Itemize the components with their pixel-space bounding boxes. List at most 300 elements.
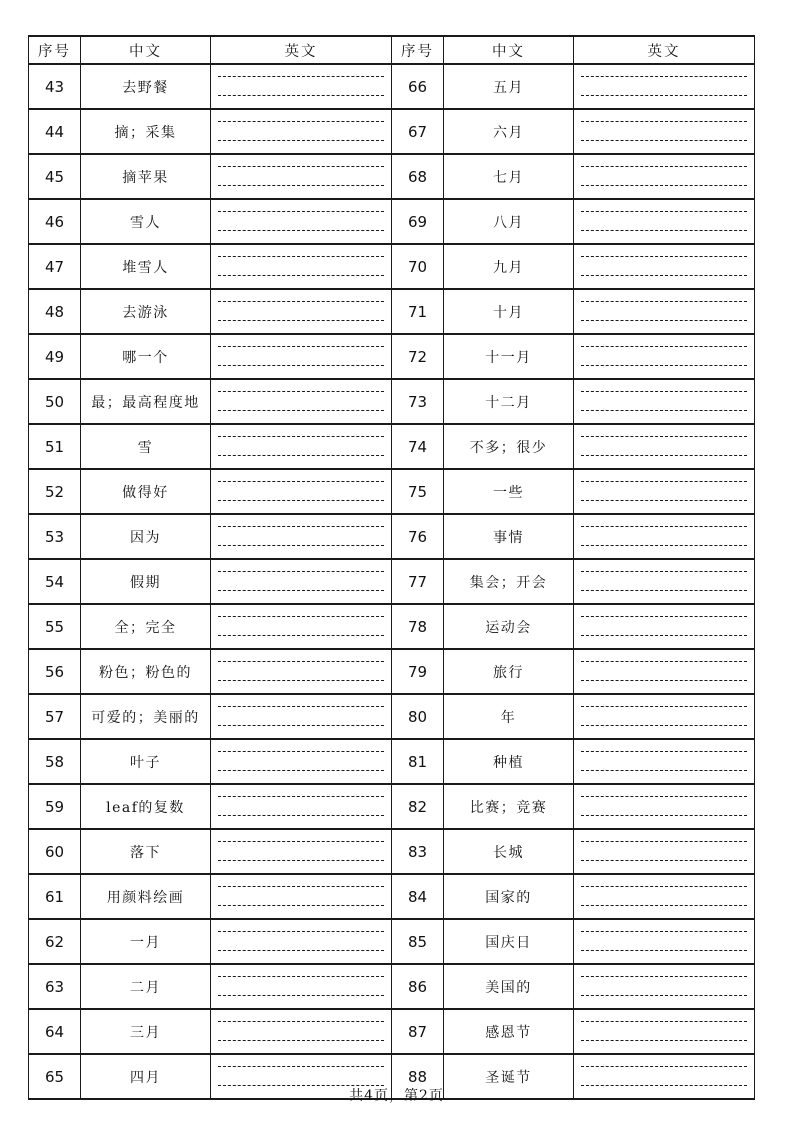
cell-english-answer[interactable] (211, 379, 392, 424)
table-row (29, 919, 755, 964)
writing-rule-bottom (581, 95, 747, 96)
cell-english-answer[interactable] (211, 154, 392, 199)
cell-chinese: 六月 (444, 109, 574, 154)
table-row (29, 829, 755, 874)
writing-rule-top (218, 166, 384, 167)
cell-number: 64 (29, 1009, 81, 1054)
writing-rule-bottom (581, 545, 747, 546)
writing-rule-top (581, 1021, 747, 1022)
cell-chinese: 四月 (81, 1054, 211, 1099)
cell-number: 61 (29, 874, 81, 919)
cell-chinese: 比赛；竞赛 (444, 784, 574, 829)
cell-chinese: 种植 (444, 739, 574, 784)
cell-english-answer[interactable] (574, 1009, 755, 1054)
cell-chinese: 一月 (81, 919, 211, 964)
header-row (29, 36, 755, 64)
table-row (29, 874, 755, 919)
cell-chinese: 假期 (81, 559, 211, 604)
writing-rule-top (581, 706, 747, 707)
writing-rule-top (218, 256, 384, 257)
cell-chinese: 十二月 (444, 379, 574, 424)
table-row (29, 334, 755, 379)
writing-rule-top (581, 1066, 747, 1067)
table-row (29, 379, 755, 424)
writing-rule-top (581, 841, 747, 842)
cell-english-answer[interactable] (211, 784, 392, 829)
cell-english-answer[interactable] (574, 694, 755, 739)
column-header-chinese-right: 中文 (444, 36, 574, 64)
writing-rule-bottom (218, 1040, 384, 1041)
cell-number: 79 (392, 649, 444, 694)
writing-rule-bottom (581, 680, 747, 681)
writing-guide-lines (218, 785, 384, 828)
cell-chinese: 美国的 (444, 964, 574, 1009)
cell-english-answer[interactable] (574, 244, 755, 289)
cell-chinese: 全；完全 (81, 604, 211, 649)
cell-english-answer[interactable] (211, 559, 392, 604)
cell-english-answer[interactable] (211, 334, 392, 379)
cell-number: 49 (29, 334, 81, 379)
writing-rule-bottom (218, 455, 384, 456)
writing-rule-bottom (218, 230, 384, 231)
cell-english-answer[interactable] (574, 64, 755, 109)
column-header-number-right: 序号 (392, 36, 444, 64)
cell-chinese: 十月 (444, 289, 574, 334)
writing-rule-bottom (218, 185, 384, 186)
cell-english-answer[interactable] (574, 739, 755, 784)
cell-english-answer[interactable] (574, 154, 755, 199)
cell-number: 70 (392, 244, 444, 289)
column-header-english-right: 英文 (574, 36, 755, 64)
writing-rule-bottom (581, 185, 747, 186)
cell-english-answer[interactable] (211, 694, 392, 739)
cell-number: 63 (29, 964, 81, 1009)
writing-rule-top (218, 76, 384, 77)
cell-number: 72 (392, 334, 444, 379)
writing-guide-lines (218, 965, 384, 1008)
cell-number: 60 (29, 829, 81, 874)
writing-rule-bottom (218, 635, 384, 636)
cell-number: 87 (392, 1009, 444, 1054)
table-row (29, 964, 755, 1009)
writing-rule-top (581, 571, 747, 572)
table-row (29, 649, 755, 694)
cell-number: 58 (29, 739, 81, 784)
table-body (29, 64, 755, 1099)
cell-chinese: 年 (444, 694, 574, 739)
writing-guide-lines (218, 425, 384, 468)
table-row (29, 289, 755, 334)
cell-chinese: 二月 (81, 964, 211, 1009)
writing-rule-top (218, 616, 384, 617)
writing-rule-top (581, 211, 747, 212)
cell-chinese: 感恩节 (444, 1009, 574, 1054)
cell-number: 62 (29, 919, 81, 964)
cell-english-answer[interactable] (574, 469, 755, 514)
cell-number: 80 (392, 694, 444, 739)
writing-rule-top (218, 1066, 384, 1067)
writing-rule-bottom (581, 500, 747, 501)
table-row (29, 739, 755, 784)
cell-number: 67 (392, 109, 444, 154)
cell-number: 55 (29, 604, 81, 649)
cell-number: 71 (392, 289, 444, 334)
writing-rule-bottom (218, 410, 384, 411)
table-row (29, 514, 755, 559)
cell-number: 86 (392, 964, 444, 1009)
cell-english-answer[interactable] (574, 289, 755, 334)
cell-english-answer[interactable] (574, 109, 755, 154)
cell-english-answer[interactable] (211, 604, 392, 649)
writing-guide-lines (218, 470, 384, 513)
cell-number: 88 (392, 1054, 444, 1099)
writing-rule-top (581, 526, 747, 527)
writing-rule-bottom (581, 905, 747, 906)
column-header-number-left: 序号 (29, 36, 81, 64)
writing-guide-lines (218, 560, 384, 603)
writing-guide-lines (218, 920, 384, 963)
writing-guide-lines (218, 380, 384, 423)
writing-guide-lines (581, 470, 747, 513)
writing-rule-bottom (218, 995, 384, 996)
writing-guide-lines (581, 110, 747, 153)
cell-number: 57 (29, 694, 81, 739)
cell-english-answer[interactable] (211, 64, 392, 109)
cell-number: 56 (29, 649, 81, 694)
cell-chinese: 用颜料绘画 (81, 874, 211, 919)
cell-english-answer[interactable] (211, 1009, 392, 1054)
cell-number: 76 (392, 514, 444, 559)
table-row (29, 784, 755, 829)
cell-chinese: 运动会 (444, 604, 574, 649)
cell-number: 47 (29, 244, 81, 289)
writing-rule-top (581, 751, 747, 752)
cell-number: 51 (29, 424, 81, 469)
cell-number: 46 (29, 199, 81, 244)
cell-chinese: 国家的 (444, 874, 574, 919)
writing-rule-top (581, 121, 747, 122)
writing-rule-top (218, 391, 384, 392)
writing-guide-lines (218, 830, 384, 873)
cell-chinese: 可爱的；美丽的 (81, 694, 211, 739)
writing-rule-top (218, 841, 384, 842)
cell-english-answer[interactable] (574, 514, 755, 559)
cell-chinese: 做得好 (81, 469, 211, 514)
cell-chinese: 事情 (444, 514, 574, 559)
cell-number: 53 (29, 514, 81, 559)
cell-chinese: 旅行 (444, 649, 574, 694)
writing-rule-top (581, 346, 747, 347)
writing-rule-bottom (581, 455, 747, 456)
writing-rule-bottom (218, 680, 384, 681)
vocabulary-table (28, 35, 755, 1100)
table-header (29, 36, 755, 64)
writing-rule-top (218, 211, 384, 212)
writing-guide-lines (581, 515, 747, 558)
cell-number: 77 (392, 559, 444, 604)
cell-english-answer[interactable] (211, 739, 392, 784)
cell-chinese: 哪一个 (81, 334, 211, 379)
writing-guide-lines (581, 695, 747, 738)
writing-rule-top (581, 661, 747, 662)
cell-english-answer[interactable] (574, 829, 755, 874)
cell-number: 52 (29, 469, 81, 514)
writing-rule-top (218, 976, 384, 977)
table-row (29, 199, 755, 244)
writing-rule-top (581, 76, 747, 77)
writing-guide-lines (218, 650, 384, 693)
column-header-english-left: 英文 (211, 36, 392, 64)
writing-rule-bottom (581, 365, 747, 366)
cell-number: 83 (392, 829, 444, 874)
cell-number: 82 (392, 784, 444, 829)
cell-english-answer[interactable] (574, 784, 755, 829)
writing-rule-bottom (218, 950, 384, 951)
writing-rule-bottom (218, 365, 384, 366)
writing-guide-lines (218, 200, 384, 243)
cell-number: 54 (29, 559, 81, 604)
cell-english-answer[interactable] (211, 649, 392, 694)
cell-number: 43 (29, 64, 81, 109)
cell-chinese: 摘苹果 (81, 154, 211, 199)
cell-english-answer[interactable] (574, 199, 755, 244)
cell-english-answer[interactable] (211, 244, 392, 289)
writing-guide-lines (581, 65, 747, 108)
writing-rule-top (218, 121, 384, 122)
writing-guide-lines (581, 380, 747, 423)
writing-rule-bottom (581, 725, 747, 726)
cell-english-answer[interactable] (574, 424, 755, 469)
writing-rule-top (581, 976, 747, 977)
writing-guide-lines (218, 245, 384, 288)
cell-number: 73 (392, 379, 444, 424)
writing-guide-lines (581, 155, 747, 198)
writing-rule-top (218, 481, 384, 482)
writing-rule-top (581, 886, 747, 887)
cell-chinese: 九月 (444, 244, 574, 289)
cell-chinese: 长城 (444, 829, 574, 874)
cell-english-answer[interactable] (211, 289, 392, 334)
cell-number: 74 (392, 424, 444, 469)
cell-english-answer[interactable] (211, 919, 392, 964)
writing-guide-lines (581, 920, 747, 963)
cell-chinese: leaf的复数 (81, 784, 211, 829)
cell-chinese: 因为 (81, 514, 211, 559)
writing-rule-bottom (581, 950, 747, 951)
writing-rule-top (218, 1021, 384, 1022)
cell-number: 81 (392, 739, 444, 784)
table-row (29, 469, 755, 514)
cell-number: 66 (392, 64, 444, 109)
cell-english-answer[interactable] (574, 604, 755, 649)
writing-rule-bottom (218, 95, 384, 96)
writing-rule-bottom (581, 320, 747, 321)
writing-rule-bottom (581, 590, 747, 591)
cell-chinese: 国庆日 (444, 919, 574, 964)
writing-guide-lines (581, 290, 747, 333)
writing-guide-lines (218, 65, 384, 108)
cell-english-answer[interactable] (574, 964, 755, 1009)
writing-rule-bottom (581, 410, 747, 411)
writing-rule-bottom (581, 140, 747, 141)
writing-guide-lines (218, 335, 384, 378)
writing-rule-top (218, 931, 384, 932)
writing-rule-top (581, 616, 747, 617)
cell-english-answer[interactable] (574, 649, 755, 694)
cell-chinese: 粉色；粉色的 (81, 649, 211, 694)
writing-guide-lines (218, 875, 384, 918)
table-row (29, 424, 755, 469)
writing-rule-bottom (218, 815, 384, 816)
writing-guide-lines (581, 830, 747, 873)
cell-english-answer[interactable] (211, 829, 392, 874)
cell-chinese: 不多；很少 (444, 424, 574, 469)
writing-rule-bottom (218, 590, 384, 591)
cell-chinese: 七月 (444, 154, 574, 199)
writing-rule-top (218, 346, 384, 347)
page-footer: 共4页，第2页 (349, 1088, 444, 1104)
cell-number: 68 (392, 154, 444, 199)
table-row (29, 604, 755, 649)
cell-number: 44 (29, 109, 81, 154)
cell-english-answer[interactable] (211, 199, 392, 244)
writing-guide-lines (581, 425, 747, 468)
writing-guide-lines (218, 740, 384, 783)
cell-chinese: 雪 (81, 424, 211, 469)
writing-rule-bottom (581, 230, 747, 231)
cell-english-answer[interactable] (211, 964, 392, 1009)
cell-english-answer[interactable] (211, 874, 392, 919)
writing-rule-bottom (581, 770, 747, 771)
table-row (29, 244, 755, 289)
writing-rule-top (218, 661, 384, 662)
writing-rule-bottom (581, 275, 747, 276)
writing-rule-bottom (218, 500, 384, 501)
table-row (29, 154, 755, 199)
cell-chinese: 去野餐 (81, 64, 211, 109)
cell-english-answer[interactable] (574, 379, 755, 424)
cell-chinese: 摘；采集 (81, 109, 211, 154)
writing-rule-top (218, 886, 384, 887)
writing-rule-top (581, 166, 747, 167)
table-row (29, 559, 755, 604)
cell-chinese: 落下 (81, 829, 211, 874)
writing-rule-top (581, 796, 747, 797)
writing-guide-lines (581, 1010, 747, 1053)
cell-number: 75 (392, 469, 444, 514)
writing-guide-lines (581, 785, 747, 828)
cell-english-answer[interactable] (211, 469, 392, 514)
writing-guide-lines (581, 335, 747, 378)
writing-rule-top (218, 751, 384, 752)
cell-chinese: 五月 (444, 64, 574, 109)
writing-rule-bottom (218, 725, 384, 726)
writing-guide-lines (218, 605, 384, 648)
writing-rule-bottom (581, 815, 747, 816)
writing-rule-bottom (581, 995, 747, 996)
cell-chinese: 堆雪人 (81, 244, 211, 289)
table-row (29, 694, 755, 739)
writing-rule-bottom (218, 140, 384, 141)
cell-number: 69 (392, 199, 444, 244)
writing-rule-bottom (218, 905, 384, 906)
column-header-chinese-left: 中文 (81, 36, 211, 64)
writing-guide-lines (581, 650, 747, 693)
writing-rule-top (218, 571, 384, 572)
writing-guide-lines (218, 110, 384, 153)
writing-guide-lines (581, 875, 747, 918)
writing-rule-bottom (218, 860, 384, 861)
writing-guide-lines (581, 605, 747, 648)
cell-english-answer[interactable] (211, 109, 392, 154)
cell-number: 85 (392, 919, 444, 964)
writing-rule-top (581, 436, 747, 437)
cell-english-answer[interactable] (211, 514, 392, 559)
cell-english-answer[interactable] (574, 334, 755, 379)
writing-rule-bottom (218, 320, 384, 321)
table-row (29, 64, 755, 109)
writing-rule-top (581, 391, 747, 392)
cell-chinese: 圣诞节 (444, 1054, 574, 1099)
writing-rule-top (218, 796, 384, 797)
writing-guide-lines (581, 200, 747, 243)
cell-english-answer[interactable] (574, 919, 755, 964)
writing-rule-top (218, 301, 384, 302)
cell-number: 59 (29, 784, 81, 829)
writing-guide-lines (581, 560, 747, 603)
cell-number: 65 (29, 1054, 81, 1099)
writing-guide-lines (581, 245, 747, 288)
cell-chinese: 最；最高程度地 (81, 379, 211, 424)
writing-rule-bottom (581, 635, 747, 636)
cell-chinese: 集会；开会 (444, 559, 574, 604)
writing-guide-lines (218, 695, 384, 738)
cell-english-answer[interactable] (574, 559, 755, 604)
writing-rule-top (218, 436, 384, 437)
cell-number: 78 (392, 604, 444, 649)
cell-english-answer[interactable] (574, 874, 755, 919)
writing-guide-lines (581, 965, 747, 1008)
writing-guide-lines (581, 740, 747, 783)
cell-number: 48 (29, 289, 81, 334)
writing-rule-bottom (581, 1040, 747, 1041)
writing-rule-bottom (581, 860, 747, 861)
writing-rule-top (581, 256, 747, 257)
writing-rule-bottom (218, 770, 384, 771)
cell-chinese: 八月 (444, 199, 574, 244)
table-row (29, 109, 755, 154)
writing-rule-top (581, 301, 747, 302)
writing-rule-top (581, 481, 747, 482)
writing-guide-lines (218, 290, 384, 333)
cell-chinese: 一些 (444, 469, 574, 514)
writing-rule-top (581, 931, 747, 932)
writing-rule-top (218, 526, 384, 527)
cell-english-answer[interactable] (211, 424, 392, 469)
table-row (29, 1009, 755, 1054)
writing-rule-top (218, 706, 384, 707)
cell-number: 45 (29, 154, 81, 199)
cell-chinese: 十一月 (444, 334, 574, 379)
writing-rule-bottom (218, 545, 384, 546)
cell-chinese: 三月 (81, 1009, 211, 1054)
cell-chinese: 去游泳 (81, 289, 211, 334)
writing-guide-lines (218, 1010, 384, 1053)
writing-guide-lines (218, 515, 384, 558)
writing-rule-bottom (218, 275, 384, 276)
cell-number: 50 (29, 379, 81, 424)
writing-guide-lines (218, 155, 384, 198)
